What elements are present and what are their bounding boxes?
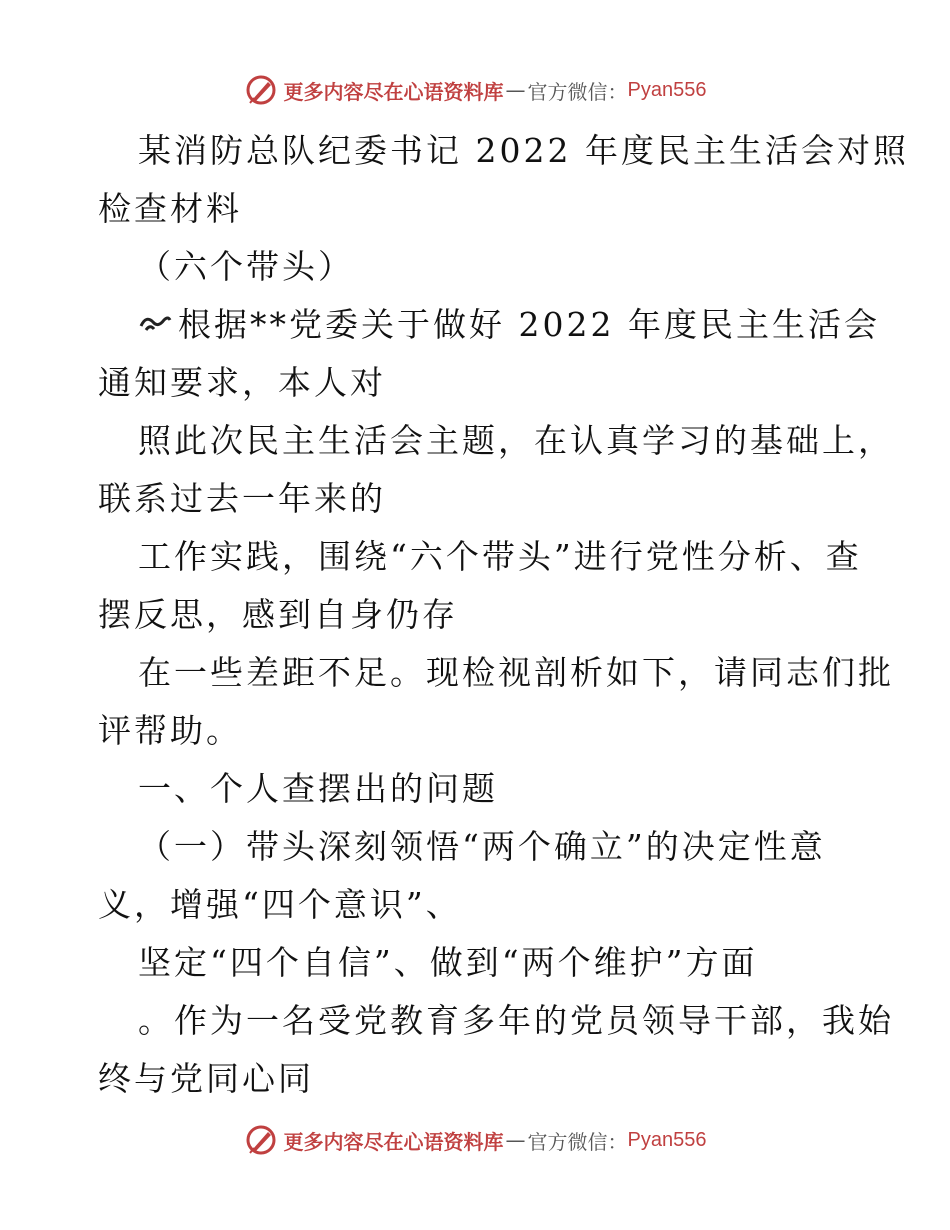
paragraph-line: 。作为一名受党教育多年的党员领导干部，我始 [138, 1001, 894, 1040]
subsection-heading-line-2: 义，增强“四个意识”、 [98, 885, 462, 924]
paragraph-line [98, 296, 880, 354]
document-body [98, 122, 909, 1108]
title-line-2: 检查材料 [98, 189, 242, 228]
subsection-heading-line-1: （一）带头深刻领悟“两个确立”的决定性意 [138, 827, 826, 866]
title-line-1: 某消防总队纪委书记 2022 年度民主生活会对照 [138, 131, 909, 170]
subtitle: （六个带头） [138, 247, 354, 286]
section-heading: 一、个人查摆出的问题 [138, 769, 498, 808]
pen-logo-icon [244, 73, 278, 107]
watermark-id: Pyan556 [627, 1128, 707, 1151]
paragraph-line: 联系过去一年来的 [98, 479, 386, 518]
pen-logo-icon [244, 1123, 278, 1157]
watermark-banner-bottom [0, 1120, 950, 1160]
paragraph-line: 工作实践，围绕“六个带头”进行党性分析、查 [138, 537, 862, 576]
paragraph-line: 通知要求，本人对 [98, 363, 386, 402]
decorative-swirl-icon [138, 296, 178, 354]
paragraph-line: 终与党同心同 [98, 1059, 314, 1098]
paragraph-line: 评帮助。 [98, 711, 242, 750]
paragraph-line: 摆反思，感到自身仍存 [98, 595, 458, 634]
watermark-banner-top [0, 70, 950, 110]
paragraph-line: 坚定“四个自信”、做到“两个维护”方面 [138, 943, 758, 982]
watermark-id: Pyan556 [627, 78, 707, 101]
watermark-wechat: 官方微信： [527, 1129, 628, 1154]
watermark-brand: 更多内容尽在心语资料库 [283, 1129, 504, 1154]
paragraph-text: 根据**党委关于做好 2022 年度民主生活会 [178, 305, 880, 344]
paragraph-line: 在一些差距不足。现检视剖析如下，请同志们批 [138, 653, 894, 692]
watermark-brand: 更多内容尽在心语资料库 [283, 79, 504, 104]
watermark-dash: — [505, 78, 526, 102]
paragraph-line: 照此次民主生活会主题，在认真学习的基础上， [138, 421, 894, 460]
watermark-dash: — [505, 1128, 526, 1152]
watermark-wechat: 官方微信： [527, 79, 628, 104]
